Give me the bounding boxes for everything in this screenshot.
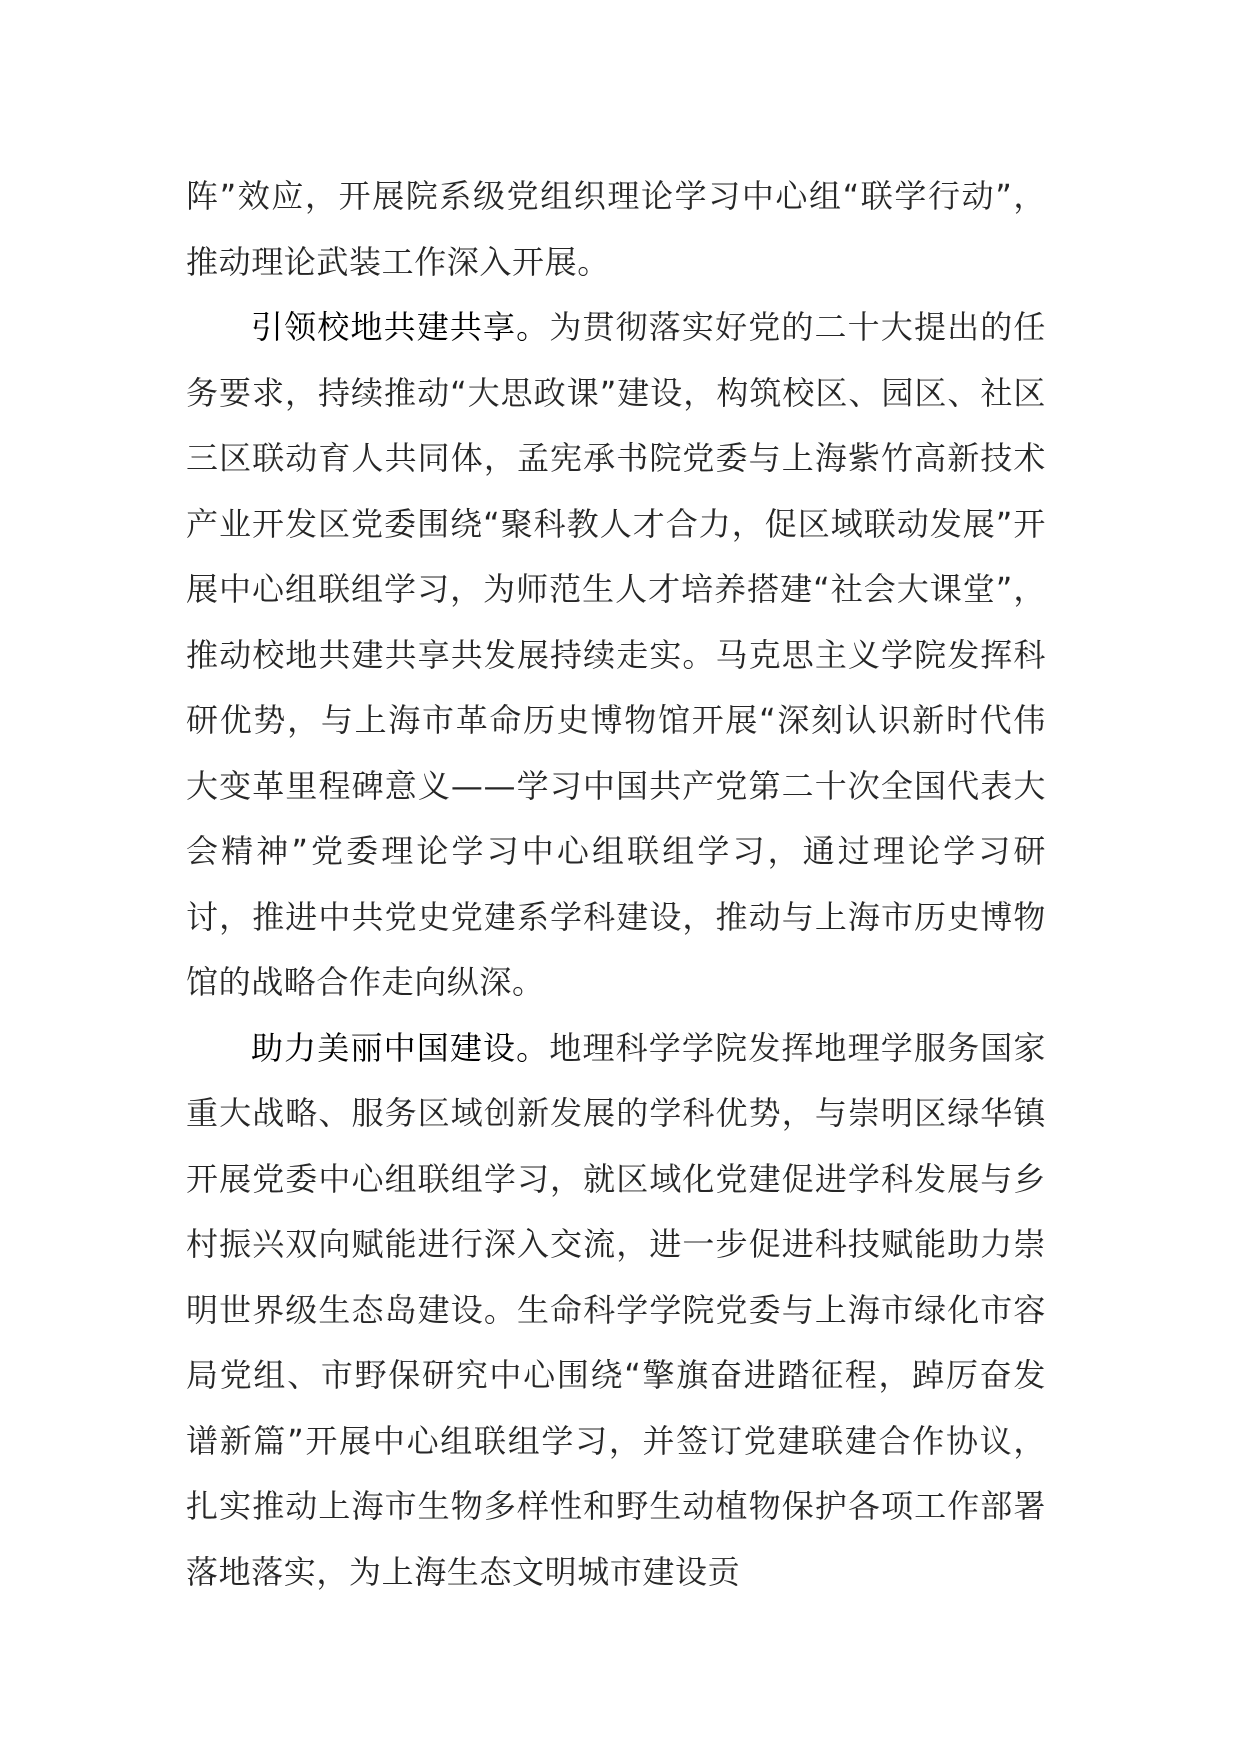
document-page <box>186 164 1046 1605</box>
paragraph-heading: 引领校地共建共享。 <box>251 308 550 346</box>
paragraph-campus-community <box>186 295 1046 1016</box>
paragraph-text: 阵”效应，开展院系级党组织理论学习中心组“联学行动”，推动理论武装工作深入开展。 <box>186 177 1046 281</box>
paragraph-beautiful-china <box>186 1016 1046 1606</box>
paragraph-text: 为贯彻落实好党的二十大提出的任务要求，持续推动“大思政课”建设，构筑校区、园区、社区三区联动育人共同体，孟宪承书院党委与上海紫竹高新技术产业开发区党委围绕“聚科教人才合力，促区域联动发展”开展中心组联组学习，为师范生人才培养搭建“社会大课堂”，推动校地共建共享共发展持续走实。马克思主义学院发挥科研优势，与上海市革命历史博物馆开展“深刻认识新时代伟大变革里程碑意义——学习中国共产党第二十次全国代表大会精神”党委理论学习中心组联组学习，通过理论学习研讨，推进中共党史党建系学科建设，推动与上海市历史博物馆的战略合作走向纵深。 <box>186 308 1046 1001</box>
paragraph-heading: 助力美丽中国建设。 <box>251 1028 550 1067</box>
paragraph-continuation <box>186 164 1046 295</box>
paragraph-text: 地理科学学院发挥地理学服务国家重大战略、服务区域创新发展的学科优势，与崇明区绿华镇开展党委中心组联组学习，就区域化党建促进学科发展与乡村振兴双向赋能进行深入交流，进一步促进科技赋能助力崇明世界级生态岛建设。生命科学学院党委与上海市绿化市容局党组、市野保研究中心围绕“擎旗奋进踏征程，踔厉奋发谱新篇”开展中心组联组学习，并签订党建联建合作协议，扎实推动上海市生物多样性和野生动植物保护各项工作部署落地落实，为上海生态文明城市建设贡 <box>186 1028 1046 1591</box>
